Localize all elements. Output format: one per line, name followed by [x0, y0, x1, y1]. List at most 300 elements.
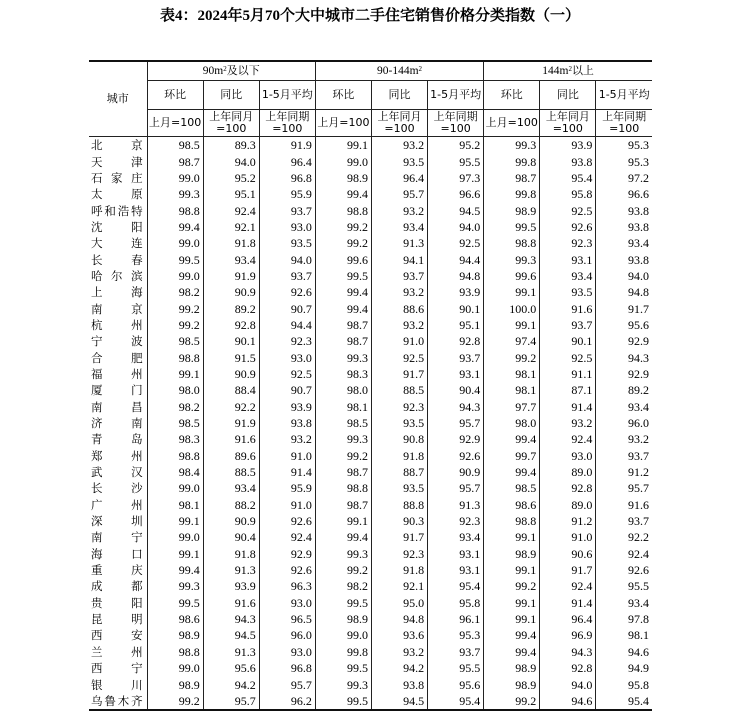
index-value-cell: 98.3 — [315, 366, 371, 382]
index-value-cell: 98.7 — [315, 464, 371, 480]
index-value-cell: 95.3 — [596, 153, 652, 169]
index-value-cell: 93.0 — [259, 219, 315, 235]
group-header-sup: 2 — [418, 65, 423, 73]
index-value-cell: 99.3 — [484, 251, 540, 267]
index-value-cell: 99.1 — [147, 546, 203, 562]
index-value-cell: 91.4 — [540, 595, 596, 611]
base-header: 上月=100 — [315, 110, 371, 137]
index-value-cell: 93.7 — [428, 644, 484, 660]
index-value-cell: 98.7 — [315, 497, 371, 513]
table-row — [89, 333, 652, 349]
table-row — [89, 137, 652, 154]
index-value-cell: 91.0 — [540, 529, 596, 545]
city-name-cell: 上海 — [89, 284, 147, 300]
index-value-cell: 91.6 — [203, 431, 259, 447]
index-value-cell: 95.9 — [259, 186, 315, 202]
city-name-cell: 哈尔滨 — [89, 268, 147, 284]
index-value-cell: 96.1 — [428, 611, 484, 627]
index-value-cell: 92.8 — [540, 480, 596, 496]
index-value-cell: 95.7 — [371, 186, 427, 202]
index-value-cell: 95.5 — [428, 660, 484, 676]
index-value-cell: 99.4 — [484, 627, 540, 643]
table-row — [89, 349, 652, 365]
group-header-sup: 2 — [568, 65, 572, 73]
index-value-cell: 96.0 — [259, 627, 315, 643]
index-value-cell: 91.6 — [540, 300, 596, 316]
index-value-cell: 96.4 — [540, 611, 596, 627]
index-value-cell: 91.3 — [203, 562, 259, 578]
sub-header: 同比 — [203, 81, 259, 110]
index-value-cell: 98.7 — [315, 317, 371, 333]
index-value-cell: 98.6 — [147, 611, 203, 627]
index-value-cell: 99.6 — [315, 251, 371, 267]
index-value-cell: 88.5 — [371, 382, 427, 398]
index-value-cell: 93.7 — [596, 513, 652, 529]
index-value-cell: 92.9 — [596, 333, 652, 349]
index-value-cell: 93.5 — [371, 153, 427, 169]
index-value-cell: 90.4 — [428, 382, 484, 398]
index-value-cell: 93.2 — [371, 644, 427, 660]
index-value-cell: 91.3 — [203, 644, 259, 660]
index-value-cell: 93.0 — [259, 644, 315, 660]
index-value-cell: 91.0 — [259, 448, 315, 464]
city-name-cell: 青岛 — [89, 431, 147, 447]
city-column-header: 城市 — [89, 61, 147, 137]
city-name-cell: 呼和浩特 — [89, 202, 147, 218]
index-value-cell: 92.2 — [596, 529, 652, 545]
index-value-cell: 99.2 — [147, 300, 203, 316]
index-value-cell: 92.9 — [596, 366, 652, 382]
index-value-cell: 98.7 — [484, 170, 540, 186]
index-value-cell: 95.3 — [428, 627, 484, 643]
table-row — [89, 529, 652, 545]
index-value-cell: 96.4 — [259, 153, 315, 169]
index-value-cell: 91.2 — [596, 464, 652, 480]
index-value-cell: 98.1 — [484, 366, 540, 382]
city-name-cell: 海口 — [89, 546, 147, 562]
index-value-cell: 93.6 — [371, 627, 427, 643]
index-value-cell: 100.0 — [484, 300, 540, 316]
index-value-cell: 95.4 — [596, 693, 652, 710]
index-value-cell: 91.2 — [540, 513, 596, 529]
index-value-cell: 93.2 — [371, 317, 427, 333]
index-value-cell: 99.1 — [315, 513, 371, 529]
index-value-cell: 98.9 — [315, 170, 371, 186]
index-value-cell: 92.4 — [259, 529, 315, 545]
table-row — [89, 644, 652, 660]
index-value-cell: 95.2 — [203, 170, 259, 186]
city-name-cell: 深圳 — [89, 513, 147, 529]
index-value-cell: 92.5 — [540, 349, 596, 365]
index-value-cell: 99.0 — [315, 627, 371, 643]
table-row — [89, 366, 652, 382]
index-value-cell: 99.4 — [147, 219, 203, 235]
index-value-cell: 95.9 — [259, 480, 315, 496]
table-row — [89, 546, 652, 562]
index-value-cell: 99.0 — [147, 170, 203, 186]
index-value-cell: 91.7 — [371, 366, 427, 382]
index-value-cell: 98.8 — [147, 349, 203, 365]
table-row — [89, 660, 652, 676]
index-value-cell: 93.9 — [203, 578, 259, 594]
index-value-cell: 94.6 — [540, 693, 596, 710]
index-value-cell: 95.4 — [428, 578, 484, 594]
index-value-cell: 98.1 — [484, 382, 540, 398]
index-value-cell: 89.0 — [540, 464, 596, 480]
index-value-cell: 97.4 — [484, 333, 540, 349]
index-value-cell: 99.3 — [147, 186, 203, 202]
sub-header: 1-5月平均 — [596, 81, 652, 110]
index-value-cell: 95.6 — [203, 660, 259, 676]
index-value-cell: 96.5 — [259, 611, 315, 627]
index-value-cell: 90.6 — [540, 546, 596, 562]
index-value-cell: 91.9 — [203, 268, 259, 284]
index-value-cell: 98.3 — [147, 431, 203, 447]
index-value-cell: 99.2 — [315, 235, 371, 251]
city-name-cell: 银川 — [89, 676, 147, 692]
index-value-cell: 90.1 — [540, 333, 596, 349]
index-value-cell: 89.3 — [203, 137, 259, 154]
index-value-cell: 96.6 — [428, 186, 484, 202]
index-value-cell: 91.6 — [596, 497, 652, 513]
index-value-cell: 91.4 — [540, 399, 596, 415]
index-value-cell: 95.6 — [428, 676, 484, 692]
table-row — [89, 382, 652, 398]
index-value-cell: 99.0 — [315, 153, 371, 169]
index-value-cell: 93.1 — [428, 562, 484, 578]
index-value-cell: 91.7 — [371, 529, 427, 545]
index-value-cell: 99.3 — [315, 349, 371, 365]
index-value-cell: 94.6 — [596, 644, 652, 660]
index-value-cell: 91.3 — [428, 497, 484, 513]
table-row — [89, 513, 652, 529]
index-value-cell: 92.6 — [596, 562, 652, 578]
index-value-cell: 98.9 — [484, 546, 540, 562]
table-row — [89, 153, 652, 169]
index-value-cell: 99.0 — [147, 235, 203, 251]
index-value-cell: 92.4 — [540, 578, 596, 594]
index-value-cell: 99.1 — [147, 366, 203, 382]
index-value-cell: 93.7 — [596, 448, 652, 464]
table-title: 表4：2024年5月70个大中城市二手住宅销售价格分类指数（一） — [159, 8, 580, 24]
index-value-cell: 92.3 — [371, 399, 427, 415]
index-value-cell: 95.4 — [428, 693, 484, 710]
index-value-cell: 98.8 — [315, 480, 371, 496]
index-value-cell: 99.5 — [315, 268, 371, 284]
index-value-cell: 99.5 — [315, 595, 371, 611]
index-value-cell: 93.4 — [596, 235, 652, 251]
index-value-cell: 94.5 — [203, 627, 259, 643]
index-value-cell: 92.5 — [540, 202, 596, 218]
index-value-cell: 99.0 — [147, 660, 203, 676]
index-value-cell: 99.4 — [315, 186, 371, 202]
index-value-cell: 95.0 — [371, 595, 427, 611]
index-value-cell: 98.9 — [147, 676, 203, 692]
index-value-cell: 98.0 — [315, 382, 371, 398]
index-value-cell: 99.4 — [484, 644, 540, 660]
index-value-cell: 98.0 — [147, 382, 203, 398]
index-value-cell: 93.4 — [596, 399, 652, 415]
index-value-cell: 88.4 — [203, 382, 259, 398]
index-value-cell: 92.6 — [540, 219, 596, 235]
index-value-cell: 91.0 — [371, 333, 427, 349]
index-value-cell: 94.4 — [428, 251, 484, 267]
index-value-cell: 93.7 — [540, 317, 596, 333]
index-value-cell: 92.4 — [540, 431, 596, 447]
index-value-cell: 93.7 — [371, 268, 427, 284]
table-row — [89, 300, 652, 316]
index-value-cell: 98.9 — [147, 627, 203, 643]
index-value-cell: 91.6 — [203, 595, 259, 611]
index-value-cell: 93.2 — [371, 137, 427, 154]
index-value-cell: 88.2 — [203, 497, 259, 513]
index-value-cell: 95.5 — [428, 153, 484, 169]
index-value-cell: 98.5 — [147, 415, 203, 431]
index-value-cell: 93.8 — [371, 676, 427, 692]
index-value-cell: 92.6 — [259, 513, 315, 529]
index-value-cell: 93.4 — [428, 529, 484, 545]
index-value-cell: 90.3 — [371, 513, 427, 529]
index-value-cell: 99.3 — [484, 137, 540, 154]
sub-header: 环比 — [315, 81, 371, 110]
index-value-cell: 93.2 — [596, 431, 652, 447]
table-row — [89, 186, 652, 202]
index-value-cell: 91.0 — [259, 497, 315, 513]
index-value-cell: 98.8 — [147, 448, 203, 464]
index-value-cell: 99.3 — [315, 546, 371, 562]
index-value-cell: 99.5 — [147, 595, 203, 611]
table-row — [89, 578, 652, 594]
index-value-cell: 92.3 — [540, 235, 596, 251]
table-row — [89, 464, 652, 480]
index-value-cell: 94.4 — [259, 317, 315, 333]
index-value-cell: 93.8 — [596, 219, 652, 235]
index-value-cell: 88.6 — [371, 300, 427, 316]
base-header: 上年同月=100 — [203, 110, 259, 137]
index-value-cell: 98.6 — [484, 497, 540, 513]
index-value-cell: 99.8 — [484, 186, 540, 202]
index-value-cell: 92.5 — [428, 235, 484, 251]
table-row — [89, 627, 652, 643]
index-value-cell: 99.6 — [484, 268, 540, 284]
base-header: 上年同月=100 — [540, 110, 596, 137]
index-value-cell: 97.8 — [596, 611, 652, 627]
index-value-cell: 99.1 — [484, 284, 540, 300]
city-name-cell: 济南 — [89, 415, 147, 431]
index-value-cell: 94.0 — [428, 219, 484, 235]
city-name-cell: 沈阳 — [89, 219, 147, 235]
city-name-cell: 重庆 — [89, 562, 147, 578]
index-value-cell: 91.8 — [371, 448, 427, 464]
city-name-cell: 厦门 — [89, 382, 147, 398]
index-value-cell: 88.7 — [371, 464, 427, 480]
index-value-cell: 95.2 — [428, 137, 484, 154]
city-name-cell: 大连 — [89, 235, 147, 251]
index-value-cell: 99.4 — [315, 284, 371, 300]
index-value-cell: 92.9 — [428, 431, 484, 447]
index-value-cell: 94.3 — [428, 399, 484, 415]
index-value-cell: 90.8 — [371, 431, 427, 447]
base-header: 上月=100 — [484, 110, 540, 137]
index-value-cell: 93.4 — [203, 251, 259, 267]
index-value-cell: 99.3 — [147, 578, 203, 594]
index-value-cell: 99.0 — [147, 268, 203, 284]
base-header: 上年同期=100 — [259, 110, 315, 137]
index-value-cell: 99.5 — [147, 251, 203, 267]
index-value-cell: 99.5 — [315, 660, 371, 676]
table-body — [89, 137, 652, 711]
table-row — [89, 170, 652, 186]
city-name-cell: 太原 — [89, 186, 147, 202]
index-value-cell: 98.0 — [484, 415, 540, 431]
index-value-cell: 93.5 — [259, 235, 315, 251]
index-value-cell: 94.8 — [596, 284, 652, 300]
index-value-cell: 90.9 — [203, 366, 259, 382]
index-value-cell: 92.8 — [203, 317, 259, 333]
table-row — [89, 693, 652, 710]
group-header-label: 144m — [542, 65, 569, 77]
index-value-cell: 93.8 — [596, 202, 652, 218]
table-row — [89, 480, 652, 496]
index-value-cell: 95.8 — [428, 595, 484, 611]
index-value-cell: 99.2 — [484, 578, 540, 594]
index-value-cell: 98.1 — [596, 627, 652, 643]
index-value-cell: 93.9 — [428, 284, 484, 300]
index-value-cell: 93.2 — [371, 202, 427, 218]
city-name-cell: 福州 — [89, 366, 147, 382]
city-name-cell: 乌鲁木齐 — [89, 693, 147, 710]
index-value-cell: 99.1 — [484, 595, 540, 611]
index-value-cell: 95.8 — [596, 676, 652, 692]
index-value-cell: 93.0 — [259, 349, 315, 365]
index-value-cell: 98.8 — [315, 202, 371, 218]
index-value-cell: 95.6 — [596, 317, 652, 333]
index-value-cell: 99.4 — [484, 464, 540, 480]
index-value-cell: 93.8 — [259, 415, 315, 431]
index-value-cell: 98.2 — [147, 284, 203, 300]
index-value-cell: 92.6 — [428, 448, 484, 464]
index-value-cell: 99.2 — [484, 693, 540, 710]
index-value-cell: 89.2 — [203, 300, 259, 316]
index-value-cell: 94.2 — [203, 676, 259, 692]
group-header-sup: 2 — [223, 65, 227, 73]
city-name-cell: 昆明 — [89, 611, 147, 627]
index-value-cell: 96.8 — [259, 170, 315, 186]
index-value-cell: 93.1 — [540, 251, 596, 267]
index-value-cell: 89.2 — [596, 382, 652, 398]
index-value-cell: 92.2 — [203, 399, 259, 415]
index-value-cell: 90.7 — [259, 300, 315, 316]
index-value-cell: 92.3 — [428, 513, 484, 529]
index-value-cell: 91.9 — [203, 415, 259, 431]
table-row — [89, 317, 652, 333]
group-header-label: 90m — [202, 65, 224, 77]
index-value-cell: 94.0 — [596, 268, 652, 284]
index-value-cell: 94.2 — [371, 660, 427, 676]
index-value-cell: 89.6 — [203, 448, 259, 464]
index-value-cell: 91.5 — [203, 349, 259, 365]
city-name-cell: 成都 — [89, 578, 147, 594]
group-header-suffix: 以上 — [571, 65, 594, 77]
table-row — [89, 235, 652, 251]
index-value-cell: 91.9 — [259, 137, 315, 154]
index-value-cell: 95.4 — [540, 170, 596, 186]
index-value-cell: 99.1 — [484, 562, 540, 578]
price-index-table — [89, 60, 652, 711]
index-value-cell: 99.3 — [315, 676, 371, 692]
index-value-cell: 91.8 — [203, 235, 259, 251]
index-value-cell: 90.9 — [203, 513, 259, 529]
index-value-cell: 94.3 — [540, 644, 596, 660]
index-value-cell: 98.2 — [147, 399, 203, 415]
index-value-cell: 99.1 — [484, 529, 540, 545]
index-value-cell: 92.6 — [259, 284, 315, 300]
index-value-cell: 95.7 — [259, 676, 315, 692]
index-value-cell: 94.8 — [428, 268, 484, 284]
index-value-cell: 94.0 — [259, 251, 315, 267]
index-value-cell: 94.0 — [203, 153, 259, 169]
index-value-cell: 96.4 — [371, 170, 427, 186]
index-value-cell: 99.5 — [315, 693, 371, 710]
table-row — [89, 202, 652, 218]
index-value-cell: 91.7 — [540, 562, 596, 578]
index-value-cell: 99.1 — [315, 137, 371, 154]
index-value-cell: 98.7 — [147, 153, 203, 169]
city-name-cell: 武汉 — [89, 464, 147, 480]
city-name-cell: 宁波 — [89, 333, 147, 349]
base-header: 上年同月=100 — [371, 110, 427, 137]
index-value-cell: 98.1 — [315, 399, 371, 415]
index-value-cell: 99.4 — [147, 562, 203, 578]
index-value-cell: 95.7 — [428, 480, 484, 496]
index-value-cell: 98.9 — [315, 611, 371, 627]
index-value-cell: 96.6 — [596, 186, 652, 202]
index-value-cell: 92.3 — [371, 546, 427, 562]
city-name-cell: 北京 — [89, 137, 147, 154]
index-value-cell: 98.7 — [315, 333, 371, 349]
index-value-cell: 93.5 — [371, 415, 427, 431]
index-value-cell: 92.4 — [203, 202, 259, 218]
index-value-cell: 97.7 — [484, 399, 540, 415]
index-value-cell: 94.9 — [596, 660, 652, 676]
table-row — [89, 497, 652, 513]
table-row — [89, 219, 652, 235]
index-value-cell: 94.5 — [371, 693, 427, 710]
index-value-cell: 93.8 — [540, 153, 596, 169]
index-value-cell: 95.3 — [596, 137, 652, 154]
city-name-cell: 南宁 — [89, 529, 147, 545]
index-value-cell: 90.1 — [203, 333, 259, 349]
index-value-cell: 94.5 — [428, 202, 484, 218]
index-value-cell: 93.9 — [259, 399, 315, 415]
table-row — [89, 562, 652, 578]
index-value-cell: 91.3 — [371, 235, 427, 251]
index-value-cell: 94.0 — [540, 676, 596, 692]
table-row — [89, 611, 652, 627]
city-name-cell: 郑州 — [89, 448, 147, 464]
base-header: 上年同期=100 — [596, 110, 652, 137]
base-header: 上月=100 — [147, 110, 203, 137]
index-value-cell: 91.8 — [203, 546, 259, 562]
index-value-cell: 98.8 — [147, 644, 203, 660]
index-value-cell: 99.1 — [484, 317, 540, 333]
index-value-cell: 94.3 — [203, 611, 259, 627]
index-value-cell: 96.2 — [259, 693, 315, 710]
index-value-cell: 99.4 — [315, 529, 371, 545]
table-row — [89, 284, 652, 300]
index-value-cell: 98.9 — [484, 660, 540, 676]
index-value-cell: 99.0 — [147, 529, 203, 545]
